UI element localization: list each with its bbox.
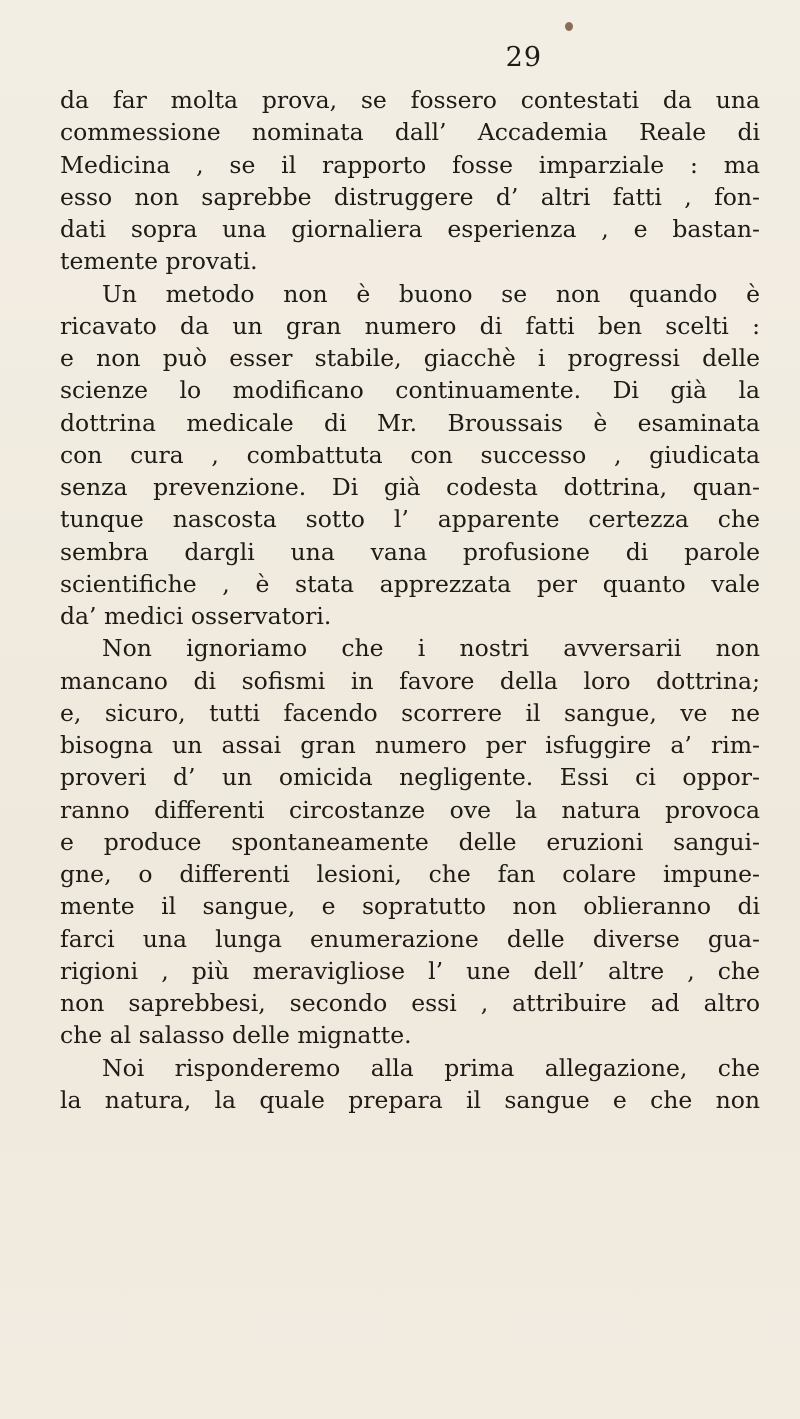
text-line: ricavato da un gran numero di fatti ben scelti : — [60, 311, 760, 340]
text-line: farci una lunga enumerazione delle diverse gua- — [60, 924, 760, 953]
page-number: 29 — [505, 42, 542, 73]
text-line: con cura , combattuta con successo , giudicata — [60, 440, 760, 469]
text-line: gne, o differenti lesioni, che fan colare impune- — [60, 860, 760, 888]
text-line: che al salasso delle mignatte. — [60, 1021, 412, 1050]
text-line: Non ignoriamo che i nostri avversarii non — [102, 634, 760, 663]
text-line: la natura, la quale prepara il sangue e che non — [60, 1085, 760, 1114]
text-line: temente provati. — [60, 247, 258, 276]
text-line: ranno differenti circostanze ove la natura provoca — [60, 795, 760, 824]
text-line: proveri d’ un omicida negligente. Essi ci oppor- — [60, 763, 760, 792]
text-line: sembra dargli una vana profusione di parole — [60, 537, 760, 566]
ink-speck — [565, 22, 573, 31]
text-line: scienze lo modificano continuamente. Di già la — [60, 376, 760, 405]
text-line: tunque nascosta sotto l’ apparente certezza che — [60, 505, 760, 534]
text-line: commessione nominata dall’ Accademia Reale di — [60, 118, 760, 147]
text-line: da far molta prova, se fossero contestati da una — [60, 86, 760, 114]
text-line: e non può esser stabile, giacchè i progressi delle — [60, 344, 760, 372]
text-line: Noi risponderemo alla prima allegazione, che — [102, 1053, 760, 1082]
text-line: esso non saprebbe distruggere d’ altri fatti , fon- — [60, 182, 760, 211]
text-line: Un metodo non è buono se non quando è — [102, 279, 760, 308]
body-text — [60, 84, 760, 1116]
text-line: rigioni , più meravigliose l’ une dell’ altre , che — [60, 956, 760, 985]
text-line: e produce spontaneamente delle eruzioni sangui- — [60, 827, 760, 856]
text-line: dottrina medicale di Mr. Broussais è esaminata — [60, 408, 760, 437]
text-line: bisogna un assai gran numero per isfuggire a’ rim- — [60, 731, 760, 759]
text-line: scientifiche , è stata apprezzata per quanto vale — [60, 569, 760, 598]
text-line: senza prevenzione. Di già codesta dottrina, quan- — [60, 473, 760, 501]
text-line: mancano di sofismi in favore della loro dottrina; — [60, 666, 760, 695]
text-line: mente il sangue, e sopratutto non oblieranno di — [60, 892, 760, 921]
text-line: dati sopra una giornaliera esperienza , e bastan- — [60, 215, 760, 243]
text-line: non saprebbesi, secondo essi , attribuire ad altro — [60, 989, 760, 1017]
text-line: da’ medici osservatori. — [60, 602, 332, 630]
text-line: e, sicuro, tutti facendo scorrere il sangue, ve ne — [60, 698, 760, 727]
text-line: Medicina , se il rapporto fosse imparziale : ma — [60, 150, 760, 179]
